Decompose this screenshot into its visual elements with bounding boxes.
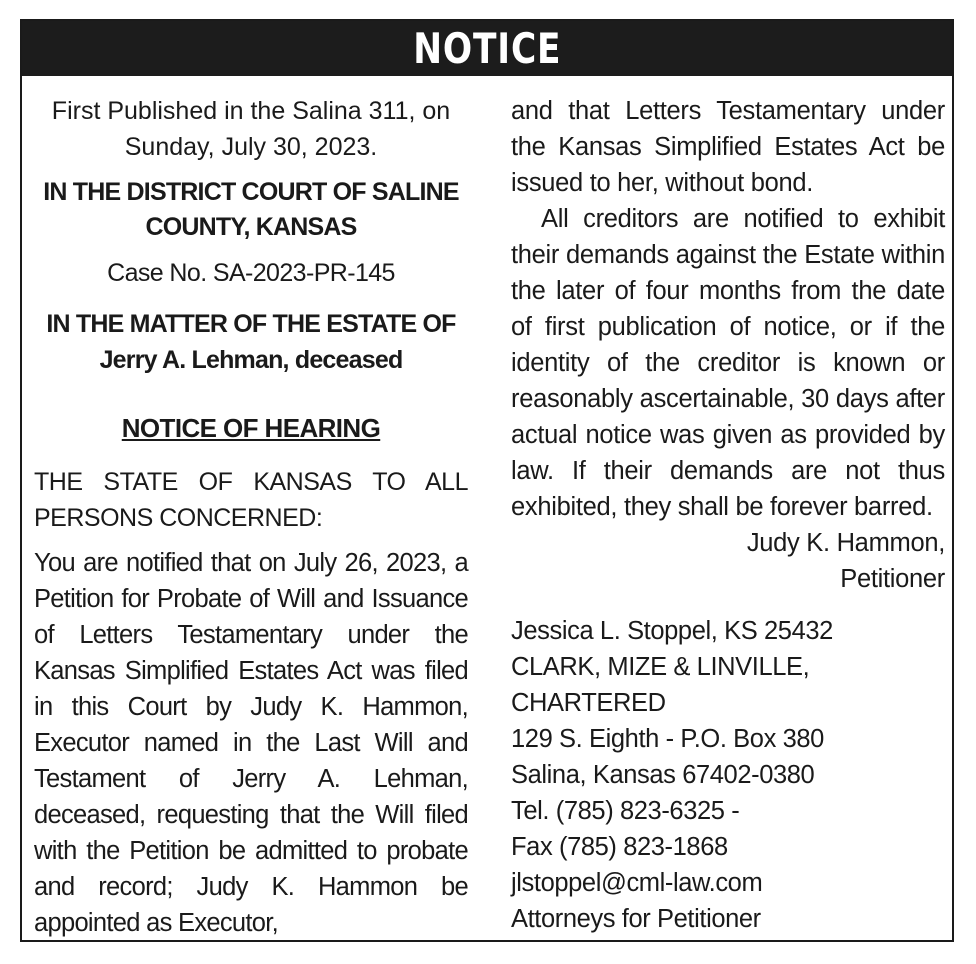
left-column (34, 96, 468, 941)
letters-paragraph: and that Letters Testamentary under the Kansas Simplified Estates Act be issued to her, without bond. (511, 97, 945, 197)
creditors-paragraph: All creditors are notified to exhibit their demands against the Estate within the later of four months from the date of first publication of notice, or if the identity of the creditor is known or reasonably ascertainable, 30 days after actual notice was given as provided by law. If their demands are not thus exhibited, they shall be forever barred. (511, 205, 945, 521)
estate-matter (34, 306, 468, 378)
case-number: Case No. SA-2023-PR-145 (107, 259, 395, 287)
attorney-email[interactable]: jlstoppel@cml-law.com (511, 869, 763, 897)
petition-paragraph: You are notified that on July 26, 2023, a Petition for Probate of Will and Issuance of Letters Testamentary under the Kansas Simplified Estates Act was filed in this Court by Judy K. Hammon, Executor named in the Last Will and Testament of Jerry A. Lehman, deceased, requesting that the Will filed with the Petition be admitted to probate and record; Judy K. Hammon be appointed as Executor, (34, 549, 468, 937)
firm-address-line: 129 S. Eighth - P.O. Box 380 (511, 725, 824, 753)
decedent-line: Jerry A. Lehman, deceased (99, 346, 403, 374)
firm-fax: Fax (785) 823-1868 (511, 833, 728, 861)
attorney-block (511, 613, 945, 937)
firm-telephone: Tel. (785) 823-6325 - (511, 797, 740, 825)
notice-header-bar (22, 21, 952, 76)
court-heading: IN THE DISTRICT COURT OF SALINE COUNTY, KANSAS (43, 178, 459, 241)
matter-line: IN THE MATTER OF THE ESTATE OF (46, 310, 456, 338)
hearing-title: NOTICE OF HEARING (121, 413, 381, 443)
firm-city-line: Salina, Kansas 67402-0380 (511, 761, 815, 789)
right-column (511, 96, 945, 937)
law-firm: CLARK, MIZE & LINVILLE, CHARTERED (511, 653, 810, 717)
signature-name: Judy K. Hammon, (746, 529, 945, 557)
attorney-name: Jessica L. Stoppel, KS 25432 (511, 617, 833, 645)
publication-line: First Published in the Salina 311, on Sunday, July 30, 2023. (51, 97, 451, 161)
state-address-line: THE STATE OF KANSAS TO ALL PERSONS CONCERNED: (34, 468, 468, 532)
legal-notice (20, 19, 954, 942)
attorney-role: Attorneys for Petitioner (511, 905, 761, 933)
signature-role: Petitioner (840, 565, 945, 593)
notice-title: NOTICE (412, 23, 562, 73)
